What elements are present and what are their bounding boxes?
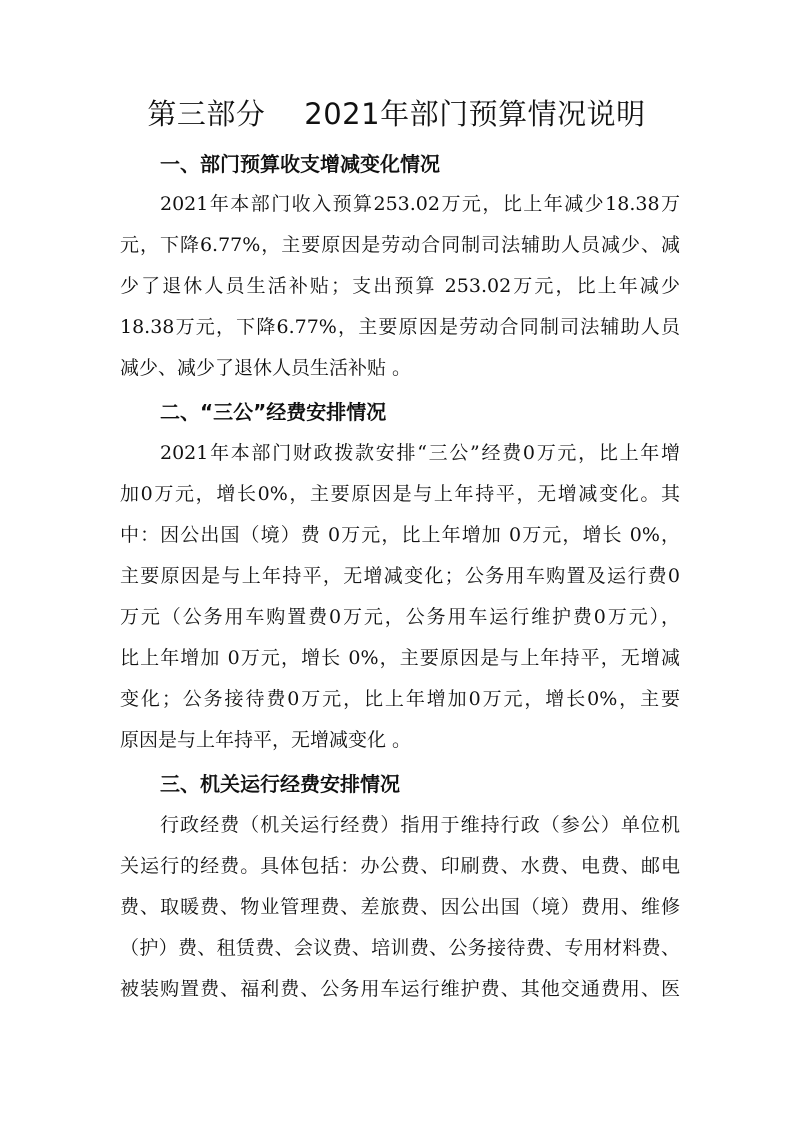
paragraph-line: 加0万元，增长0%，主要原因是与上年持平，无增减变化。其 xyxy=(120,483,680,505)
paragraph-line: 2021年本部门财政拨款安排“三公”经费0万元，比上年增 xyxy=(160,442,680,464)
section-heading-3: 三、机关运行经费安排情况 xyxy=(160,772,400,796)
page-title: 第三部分 2021年部门预算情况说明 xyxy=(147,97,646,131)
paragraph-line: 主要原因是与上年持平，无增减变化；公务用车购置及运行费0 xyxy=(120,565,680,587)
paragraph-line: 比上年增加 0万元，增长 0%，主要原因是与上年持平，无增减 xyxy=(120,647,680,669)
paragraph-line: 元，下降6.77%，主要原因是劳动合同制司法辅助人员减少、减 xyxy=(120,234,680,256)
paragraph-line: 少了退休人员生活补贴；支出预算 253.02万元，比上年减少 xyxy=(120,275,680,297)
paragraph-line: （护）费、租赁费、会议费、培训费、公务接待费、专用材料费、 xyxy=(120,937,680,959)
paragraph-line: 万元（公务用车购置费0万元，公务用车运行维护费0万元）， xyxy=(120,606,680,628)
section-heading-1: 一、部门预算收支增减变化情况 xyxy=(160,152,440,176)
paragraph-line: 关运行的经费。具体包括：办公费、印刷费、水费、电费、邮电 xyxy=(120,855,680,877)
section-heading-2: 二、“三公”经费安排情况 xyxy=(160,400,387,424)
paragraph-line: 中：因公出国（境）费 0万元，比上年增加 0万元，增长 0%， xyxy=(120,524,680,546)
paragraph-line: 费、取暖费、物业管理费、差旅费、因公出国（境）费用、维修 xyxy=(120,896,680,918)
paragraph-line: 减少、减少了退休人员生活补贴 。 xyxy=(120,357,412,379)
paragraph-line: 行政经费（机关运行经费）指用于维持行政（参公）单位机 xyxy=(160,814,680,836)
paragraph-line: 变化；公务接待费0万元，比上年增加0万元，增长0%，主要 xyxy=(120,688,680,710)
paragraph-line: 被装购置费、福利费、公务用车运行维护费、其他交通费用、医 xyxy=(120,978,680,1000)
paragraph-line: 18.38万元，下降6.77%，主要原因是劳动合同制司法辅助人员 xyxy=(120,316,680,338)
paragraph-line: 原因是与上年持平，无增减变化 。 xyxy=(120,729,412,751)
paragraph-line: 2021年本部门收入预算253.02万元，比上年减少18.38万 xyxy=(160,193,680,215)
